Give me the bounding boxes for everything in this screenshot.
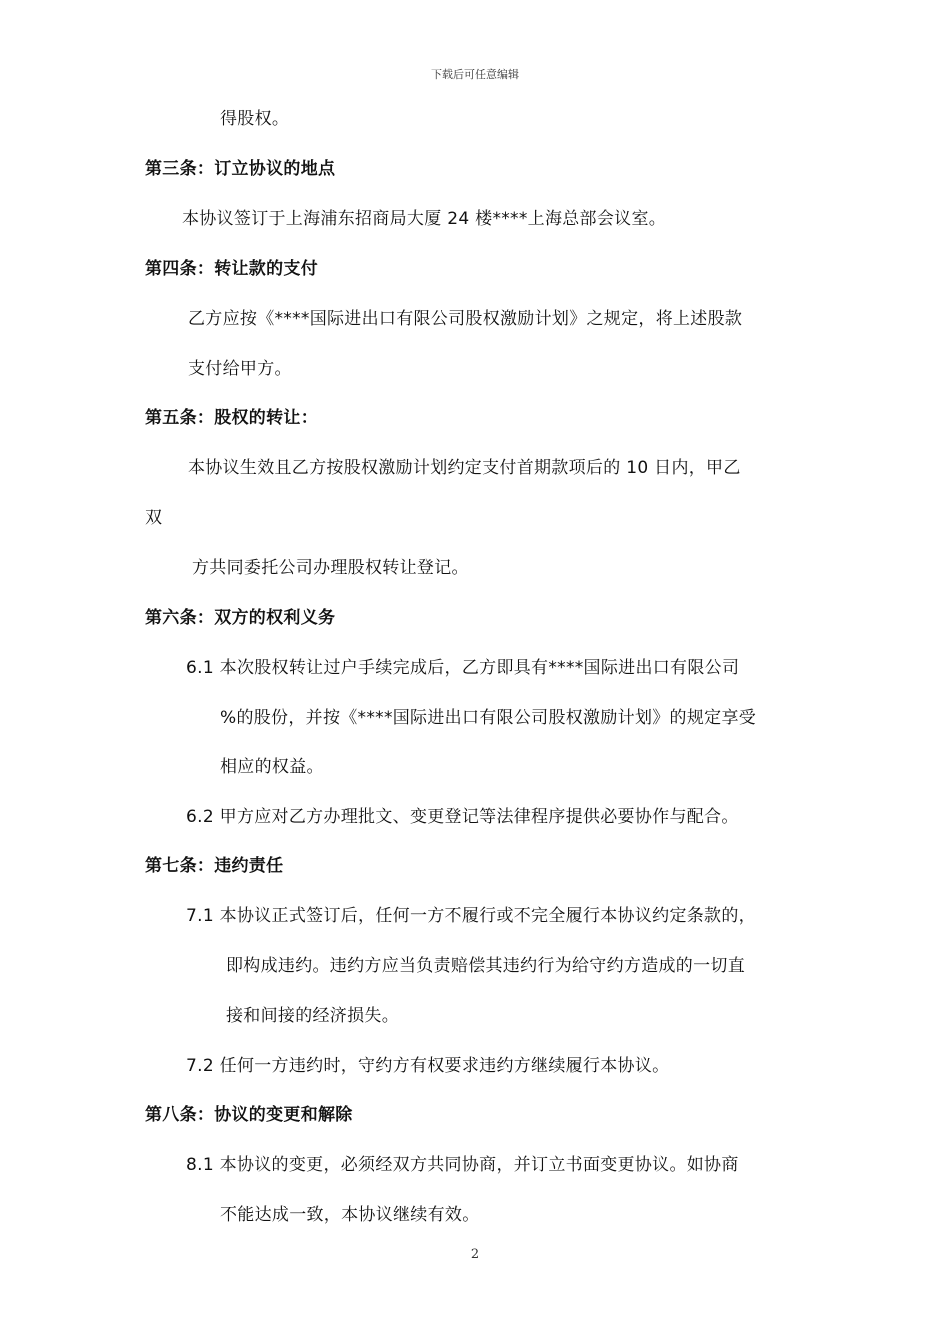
clause-line: 相应的权益。 [220,757,324,777]
article-heading: 第三条：订立协议的地点 [145,159,336,179]
page-number: 2 [470,1247,480,1262]
clause-line: 8.1 本协议的变更，必须经双方共同协商，并订立书面变更协议。如协商 [186,1155,739,1175]
text-line: 得股权。 [220,109,290,129]
text-line: 本协议生效且乙方按股权激励计划约定支付首期款项后的 10 日内，甲乙 [188,458,741,478]
text-line: 方共同委托公司办理股权转让登记。 [192,558,469,578]
clause-line: 即构成违约。违约方应当负责赔偿其违约行为给守约方造成的一切直 [226,956,745,976]
article-heading: 第七条：违约责任 [145,856,284,876]
article-heading: 第四条：转让款的支付 [145,259,318,279]
clause-line: 7.1 本协议正式签订后，任何一方不履行或不完全履行本协议约定条款的， [186,906,756,926]
clause-line: 不能达成一致，本协议继续有效。 [220,1205,480,1225]
page-header-note: 下载后可任意编辑 [431,68,519,81]
clause-line: 6.2 甲方应对乙方办理批文、变更登记等法律程序提供必要协作与配合。 [186,807,739,827]
text-line: 本协议签订于上海浦东招商局大厦 24 楼****上海总部会议室。 [182,209,667,229]
clause-line: 接和间接的经济损失。 [226,1006,399,1026]
text-line: 乙方应按《****国际进出口有限公司股权激励计划》之规定，将上述股款 [188,309,743,329]
text-line: 支付给甲方。 [188,359,292,379]
clause-line: 7.2 任何一方违约时，守约方有权要求违约方继续履行本协议。 [186,1056,670,1076]
article-heading: 第六条：双方的权利义务 [145,608,336,628]
text-line: 双 [145,508,163,528]
clause-line: 6.1 本次股权转让过户手续完成后，乙方即具有****国际进出口有限公司 [186,658,740,678]
article-heading: 第五条：股权的转让： [145,408,318,428]
article-heading: 第八条：协议的变更和解除 [145,1105,353,1125]
clause-line: %的股份，并按《****国际进出口有限公司股权激励计划》的规定享受 [220,708,757,728]
